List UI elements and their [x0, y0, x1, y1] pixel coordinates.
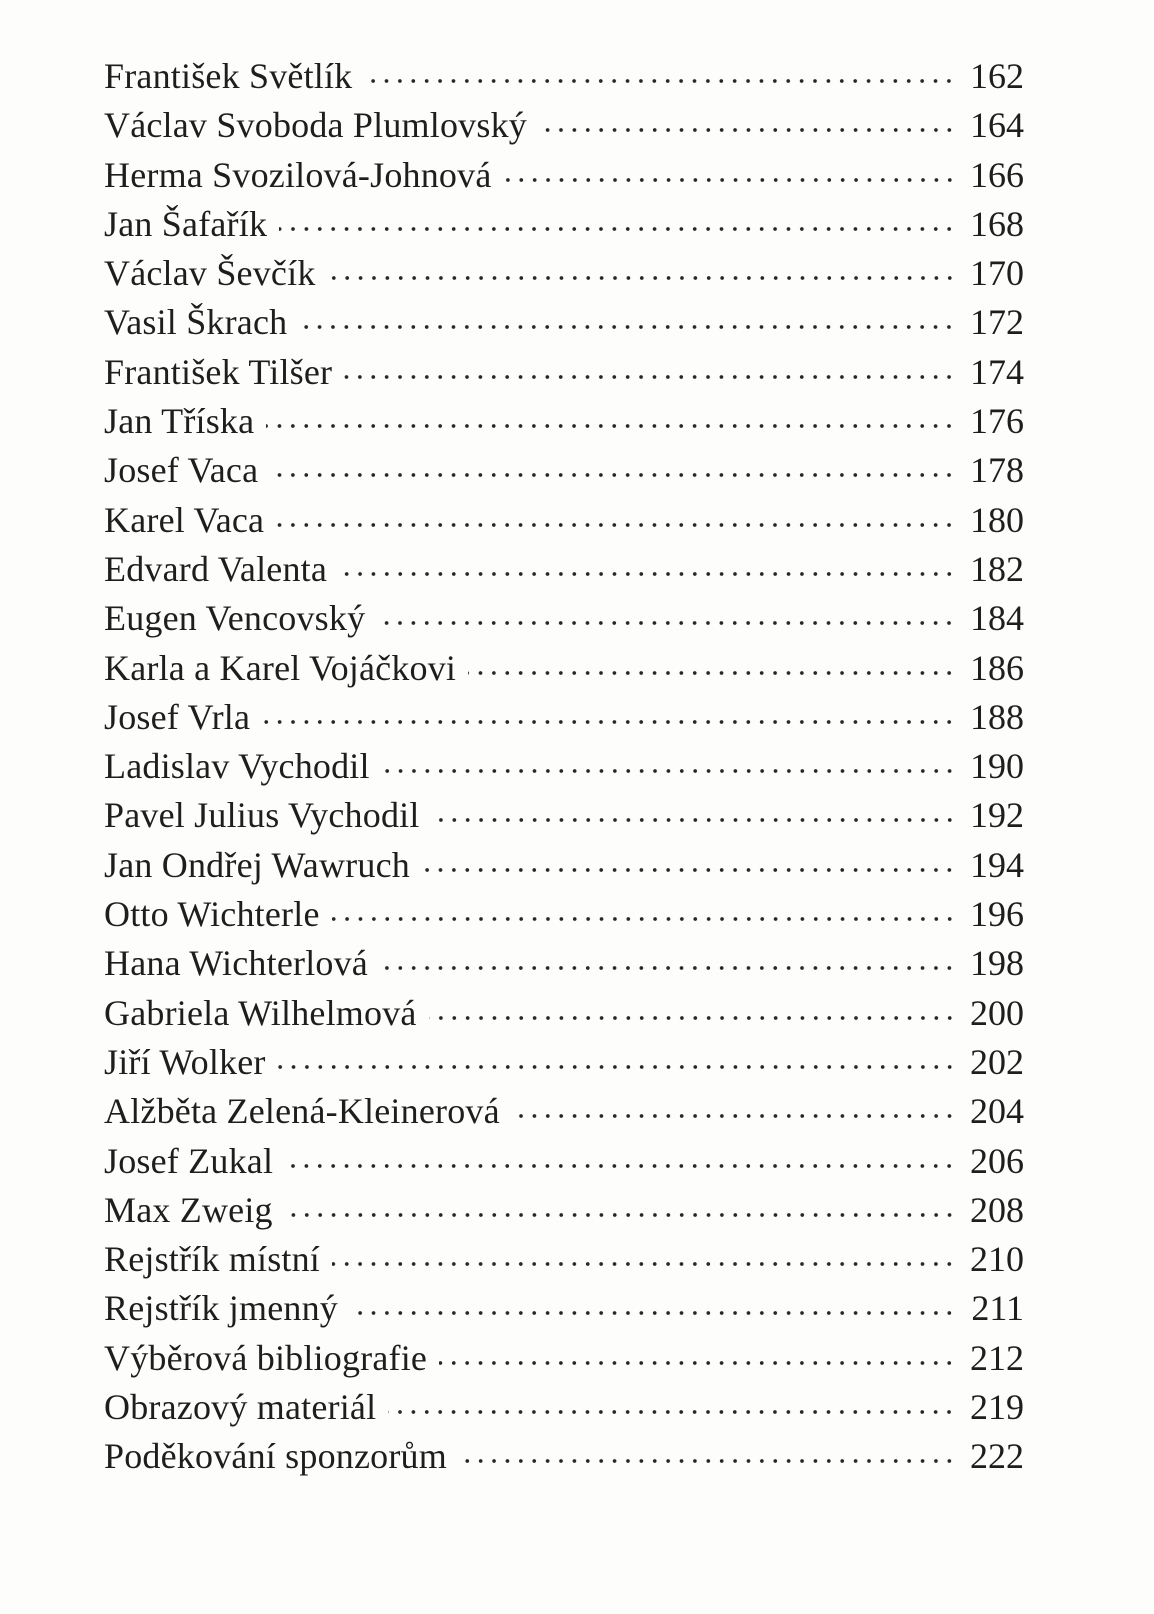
- toc-entry-title: Alžběta Zelená-Kleinerová: [104, 1091, 500, 1132]
- toc-entry-title: Josef Vaca: [104, 450, 259, 491]
- toc-entry-page: 190: [970, 746, 1024, 787]
- toc-entry: [104, 151, 1024, 200]
- toc-entry-title: Max Zweig: [104, 1189, 273, 1230]
- dot-leader: [270, 470, 956, 480]
- toc-entry-title: Gabriela Wilhelmová: [104, 992, 417, 1033]
- toc-entry-page: 170: [970, 253, 1024, 294]
- dot-leader: [429, 1013, 956, 1023]
- toc-entry-page: 164: [970, 105, 1024, 146]
- toc-entry-page: 198: [970, 943, 1024, 984]
- toc-entry: [104, 791, 1024, 840]
- toc-entry-title: Obrazový materiál: [104, 1387, 377, 1428]
- toc-entry: [104, 742, 1024, 791]
- toc-entry-page: 168: [970, 203, 1024, 244]
- toc-entry-title: Jan Ondřej Wawruch: [104, 844, 410, 885]
- dot-leader: [350, 1308, 956, 1318]
- dot-leader: [339, 569, 956, 579]
- toc-entry: [104, 1186, 1024, 1235]
- toc-entry: [104, 989, 1024, 1038]
- toc-entry-title: Josef Vrla: [104, 696, 251, 737]
- toc-entry: [104, 1137, 1024, 1186]
- toc-entry-page: 174: [970, 351, 1024, 392]
- toc-entry-title: Edvard Valenta: [104, 548, 328, 589]
- toc-entry-title: Eugen Vencovský: [104, 598, 366, 639]
- dot-leader: [332, 1259, 956, 1269]
- dot-leader: [279, 224, 956, 234]
- toc-entry: [104, 200, 1024, 249]
- toc-entry: [104, 249, 1024, 298]
- dot-leader: [422, 865, 956, 875]
- toc-entry-page: 194: [970, 844, 1024, 885]
- toc-entry-title: Karel Vaca: [104, 499, 265, 540]
- toc-entry: [104, 693, 1024, 742]
- toc-entry: [104, 1235, 1024, 1284]
- toc-entry: [104, 496, 1024, 545]
- dot-leader: [468, 668, 956, 678]
- toc-entry-page: 192: [970, 795, 1024, 836]
- toc-entry-page: 212: [970, 1337, 1024, 1378]
- dot-leader: [266, 421, 956, 431]
- toc-entry: [104, 644, 1024, 693]
- toc-entry-page: 180: [970, 499, 1024, 540]
- toc-entry-page: 176: [970, 401, 1024, 442]
- dot-leader: [328, 273, 956, 283]
- dot-leader: [377, 618, 956, 628]
- toc-entry-page: 162: [970, 56, 1024, 96]
- toc-entry: [104, 939, 1024, 988]
- dot-leader: [382, 766, 956, 776]
- toc-entry: [104, 52, 1024, 101]
- toc-entry-page: 182: [970, 548, 1024, 589]
- toc-entry: [104, 446, 1024, 495]
- toc-entry-page: 202: [970, 1041, 1024, 1082]
- dot-leader: [344, 372, 956, 382]
- dot-leader: [504, 175, 956, 185]
- toc-entry-page: 219: [970, 1387, 1024, 1428]
- dot-leader: [388, 1407, 956, 1417]
- toc-entry-title: Jan Tříska: [104, 401, 255, 442]
- toc-entry-title: Ladislav Vychodil: [104, 746, 370, 787]
- toc-entry: [104, 545, 1024, 594]
- dot-leader: [299, 322, 956, 332]
- toc-entry: [104, 594, 1024, 643]
- toc-entry-title: Herma Svozilová-Johnová: [104, 154, 492, 195]
- toc-entry-page: 206: [970, 1140, 1024, 1181]
- toc-entry-page: 211: [971, 1288, 1024, 1329]
- toc-entry-title: Jan Šafařík: [104, 203, 268, 244]
- dot-leader: [539, 125, 956, 135]
- dot-leader: [364, 76, 956, 86]
- dot-leader: [285, 1161, 956, 1171]
- toc-entry-title: Vasil Škrach: [104, 302, 288, 343]
- toc-entry-title: Václav Ševčík: [104, 253, 316, 294]
- dot-leader: [276, 520, 956, 530]
- toc-entry-page: 222: [970, 1436, 1024, 1477]
- toc-entry-page: 188: [970, 696, 1024, 737]
- dot-leader: [262, 717, 956, 727]
- toc-entry-page: 172: [970, 302, 1024, 343]
- toc-entry: [104, 298, 1024, 347]
- toc-entry-page: 200: [970, 992, 1024, 1033]
- toc-entry-title: František Světlík: [104, 56, 353, 96]
- toc-entry: [104, 397, 1024, 446]
- toc-entry-title: Otto Wichterle: [104, 894, 320, 935]
- toc-entry: [104, 1284, 1024, 1333]
- dot-leader: [439, 1358, 956, 1368]
- dot-leader: [332, 914, 956, 924]
- toc-entry-title: Josef Zukal: [104, 1140, 274, 1181]
- toc-entry-title: Jiří Wolker: [104, 1041, 266, 1082]
- toc-entry: [104, 1432, 1024, 1481]
- toc-entry-title: Výběrová bibliografie: [104, 1337, 428, 1378]
- toc-entry-page: 178: [970, 450, 1024, 491]
- toc-entry-page: 166: [970, 154, 1024, 195]
- toc-entry: [104, 841, 1024, 890]
- toc-entry-title: Rejstřík jmenný: [104, 1288, 338, 1329]
- dot-leader: [432, 815, 956, 825]
- toc-entry: [104, 890, 1024, 939]
- toc-entry: [104, 1334, 1024, 1383]
- toc-entry: [104, 1383, 1024, 1432]
- dot-leader: [285, 1210, 956, 1220]
- dot-leader: [459, 1456, 956, 1466]
- table-of-contents: [104, 52, 1024, 1482]
- toc-entry-page: 210: [970, 1239, 1024, 1280]
- toc-entry-title: Hana Wichterlová: [104, 943, 368, 984]
- toc-entry-page: 184: [970, 598, 1024, 639]
- toc-entry: [104, 348, 1024, 397]
- dot-leader: [278, 1062, 956, 1072]
- toc-entry: [104, 1038, 1024, 1087]
- toc-entry-title: Poděkování sponzorům: [104, 1436, 447, 1477]
- toc-entry-title: Karla a Karel Vojáčkovi: [104, 647, 457, 688]
- toc-entry-title: Rejstřík místní: [104, 1239, 321, 1280]
- toc-entry-title: Václav Svoboda Plumlovský: [104, 105, 527, 146]
- toc-entry-page: 208: [970, 1189, 1024, 1230]
- dot-leader: [380, 963, 956, 973]
- toc-entry: [104, 101, 1024, 150]
- dot-leader: [512, 1111, 956, 1121]
- toc-entry-title: Pavel Julius Vychodil: [104, 795, 420, 836]
- toc-entry: [104, 1087, 1024, 1136]
- toc-entry-page: 196: [970, 894, 1024, 935]
- toc-entry-page: 186: [970, 647, 1024, 688]
- toc-entry-page: 204: [970, 1091, 1024, 1132]
- toc-entry-title: František Tilšer: [104, 351, 333, 392]
